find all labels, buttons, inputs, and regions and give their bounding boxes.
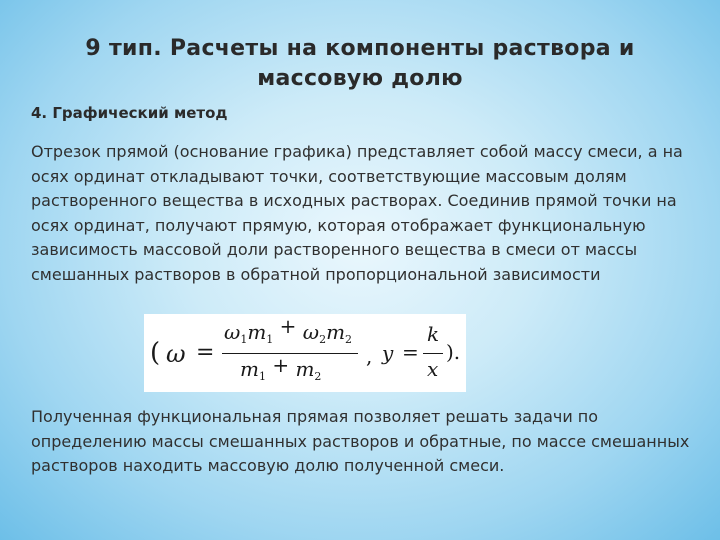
denominator-index-2: 2 [314,370,322,383]
formula-denominator [240,353,322,383]
denominator-m-1: m [240,357,259,381]
formula-fraction-bar-2 [423,353,443,354]
formula-equals-2: = [402,340,419,364]
numerator-index-1: 1 [240,333,248,346]
formula-k: k [427,322,440,346]
formula-box [144,314,466,392]
formula-omega: ω [166,340,186,368]
numerator-index-2: 2 [319,333,327,346]
denominator-plus: + [272,353,290,377]
denominator-index-1: 1 [258,370,266,383]
numerator-omega-1: ω [224,320,241,344]
numerator-index-1b: 1 [266,333,274,346]
numerator-index-2b: 2 [345,333,353,346]
formula-open-paren: ( [150,338,161,368]
numerator-plus: + [279,314,297,338]
paragraph-conclusion: Полученная функциональная прямая позволяет решать задачи по определению массы смешанных растворов и обратные, по массе смешанных растворов находить массовую долю полученной смеси. [31,407,690,475]
formula-comma: , [366,344,373,368]
numerator-m-2: m [326,320,346,344]
formula-y: y [382,341,394,365]
numerator-m-1: m [247,320,267,344]
formula-close: ). [446,340,461,364]
denominator-m-2: m [295,357,315,381]
paragraph-graphic-method: Отрезок прямой (основание графика) представляет собой массу смеси, а на осях ординат откладывают точки, соответствующие массовым долям растворенного вещества в исходных растворах. Соединив прямой точки на осях ординат, получают прямую, которая отображает функциональную зависимость массовой доли растворенного вещества в смеси от массы смешанных растворов в обратной пропорциональной зависимости [31,142,683,284]
formula-numerator [224,314,353,346]
section-heading: 4. Графический метод [31,104,228,122]
numerator-omega-2: ω [302,320,320,344]
formula-equals-1: = [196,340,215,365]
formula-fraction-bar-1 [222,353,358,354]
formula-x: x [427,357,439,381]
slide-title: 9 тип. Расчеты на компоненты раствора и массовую долю [85,36,635,91]
